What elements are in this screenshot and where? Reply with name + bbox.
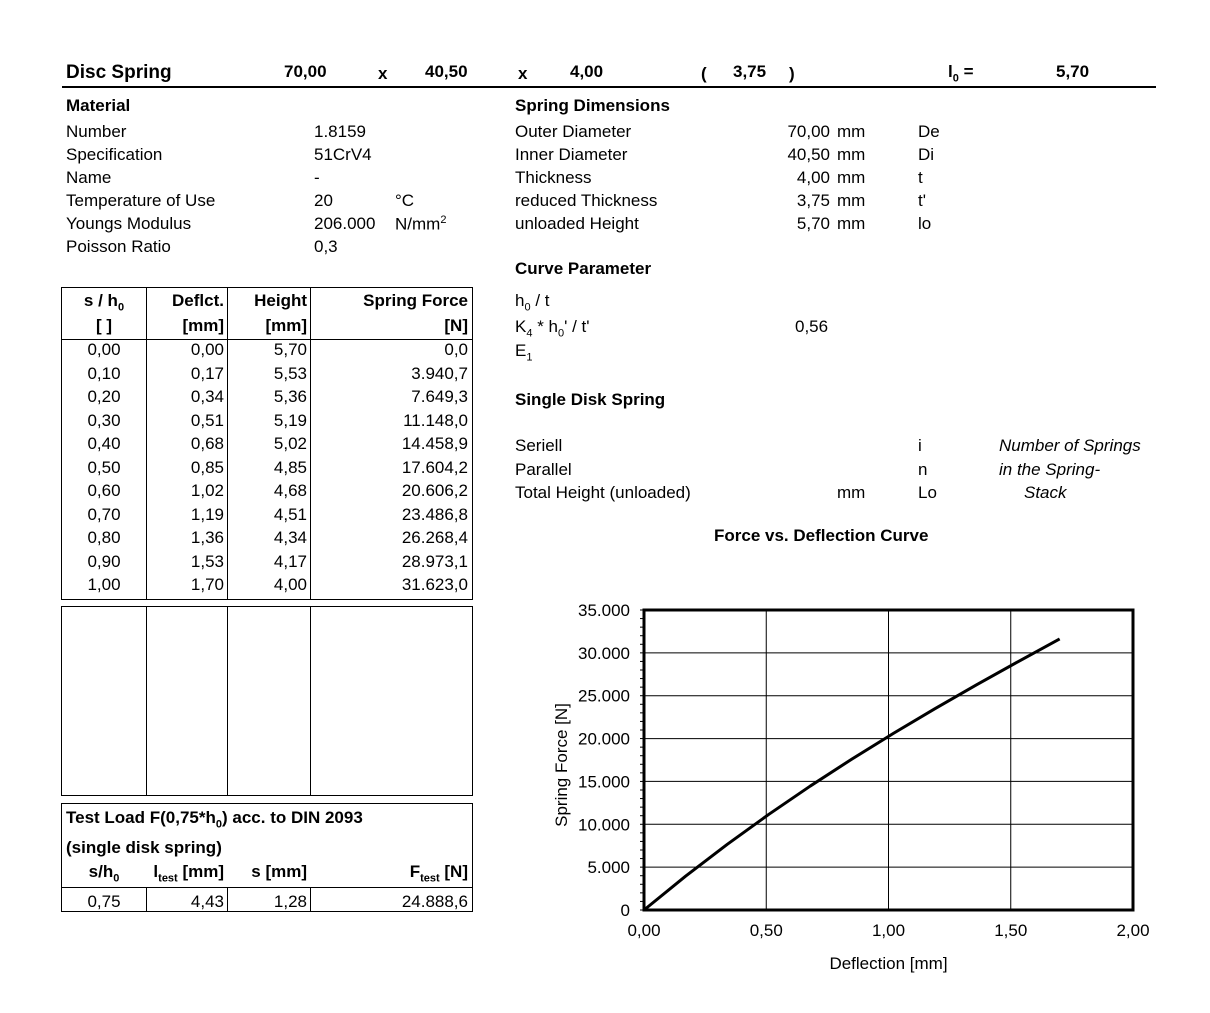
y-tick-label: 0 [620, 901, 630, 920]
dimension-value: 4,00 [796, 168, 830, 187]
test-load-col-s: s [mm] [251, 862, 307, 881]
dimension-value: 5,70 [796, 214, 830, 233]
single-disk-symbol: Lo [918, 483, 937, 502]
table-header-deflection: Deflct. [172, 291, 224, 310]
test-load-col-ltest: $l_{test}$ [mm] [153, 862, 224, 885]
table-cell: 0,20 [87, 387, 121, 406]
dimension-label: Inner Diameter [515, 145, 628, 164]
curve-parameter-heading: Curve Parameter [515, 259, 652, 278]
chart-title: Force vs. Deflection Curve [714, 526, 929, 545]
table-cell: 1,02 [190, 481, 224, 500]
table-cell: 0,51 [190, 410, 224, 430]
dimension-unit: mm [837, 214, 866, 233]
x-axis-label: Deflection [mm] [829, 954, 948, 973]
dimension-label: unloaded Height [515, 214, 639, 233]
table-cell: 1,70 [190, 575, 224, 594]
header-inner-diameter: 40,50 [425, 62, 468, 81]
table-cell: 4,51 [273, 504, 307, 524]
dimension-unit: mm [837, 191, 866, 210]
curve-param-k4: $K_4 * h_0'$ / t' [515, 317, 590, 340]
material-label: Specification [66, 145, 163, 164]
header-paren-open: ( [701, 64, 707, 83]
material-label: Youngs Modulus [66, 214, 192, 233]
table-cell: 1,19 [190, 504, 224, 524]
table-cell: 5,36 [273, 387, 307, 406]
dimension-unit: mm [837, 122, 866, 141]
material-unit: $N/mm^2$ [395, 214, 447, 234]
table-cell: 0,50 [87, 457, 121, 477]
header-reduced-thickness: 3,75 [733, 62, 767, 81]
dimension-label: reduced Thickness [515, 191, 658, 210]
table-unit: [N] [444, 316, 468, 335]
test-load-value: 1,28 [273, 892, 307, 911]
test-load-col-ftest: $F_{test}$ [N] [409, 862, 468, 885]
table-unit: [ ] [95, 316, 113, 335]
table-cell: 4,85 [273, 457, 307, 477]
table-cell: 0,17 [190, 363, 224, 383]
dimensions-heading: Spring Dimensions [515, 96, 670, 115]
table-header-s-h0: s / $h_0$ [83, 291, 125, 314]
header-x-sign-2: x [518, 64, 528, 83]
table-cell: 0,00 [190, 340, 224, 359]
table-cell: 0,70 [87, 504, 121, 524]
dimension-symbol: t [918, 168, 923, 187]
material-value: 0,3 [314, 237, 338, 256]
table-cell: 1,00 [87, 575, 121, 594]
header-lo-label: $l_0$ = [948, 62, 974, 85]
single-disk-note: Number of Springs [999, 436, 1141, 455]
test-load-value: 4,43 [190, 892, 224, 911]
table-cell: 5,02 [273, 434, 307, 453]
table-cell: 3.940,7 [411, 363, 468, 383]
table-cell: 17.604,2 [401, 457, 468, 477]
table-cell: 4,17 [273, 551, 307, 571]
test-load-title: Test Load $F(0,75*h_0)$ acc. to DIN 2093 [66, 808, 363, 831]
y-axis-label: Spring Force [N] [552, 703, 571, 827]
table-cell: 1,36 [190, 528, 224, 547]
table-cell: 26.268,4 [401, 528, 468, 547]
header-paren-close: ) [789, 64, 795, 83]
table-cell: 0,30 [87, 410, 121, 430]
dimension-symbol: t' [918, 191, 926, 210]
material-value: - [314, 168, 320, 187]
single-disk-heading: Single Disk Spring [515, 390, 666, 409]
material-value: 51CrV4 [314, 145, 372, 164]
y-tick-label: 25.000 [578, 686, 630, 706]
table-cell: 0,68 [190, 434, 224, 453]
dimension-value: 3,75 [796, 191, 830, 210]
table-cell: 5,70 [273, 340, 307, 359]
table-cell: 20.606,2 [401, 481, 468, 500]
single-disk-label: Parallel [515, 460, 572, 479]
table-unit: [mm] [265, 316, 307, 335]
material-value: 1.8159 [314, 122, 366, 141]
table-cell: 5,19 [273, 410, 307, 430]
table-cell: 0,0 [444, 340, 468, 359]
table-cell: 0,80 [87, 528, 121, 547]
dimension-symbol: De [918, 122, 940, 141]
material-heading: Material [66, 96, 131, 115]
test-load-subtitle: (single disk spring) [66, 838, 222, 857]
material-label: Temperature of Use [66, 191, 216, 210]
header-outer-diameter: 70,00 [284, 62, 327, 81]
header-x-sign: x [378, 64, 388, 83]
material-unit: °C [395, 191, 415, 210]
table-cell: 0,90 [87, 551, 121, 571]
single-disk-symbol: i [918, 436, 922, 455]
table-cell: 14.458,9 [401, 434, 468, 453]
table-cell: 0,34 [190, 387, 224, 406]
table-unit: [mm] [182, 316, 224, 335]
single-disk-note: in the Spring- [999, 460, 1101, 479]
x-tick-label: 0,50 [749, 921, 783, 940]
table-cell: 28.973,1 [401, 551, 468, 571]
y-tick-label: 20.000 [578, 729, 630, 749]
dimension-symbol: Di [918, 145, 935, 164]
table-cell: 4,68 [273, 481, 307, 500]
force-curve [644, 639, 1060, 910]
y-tick-label: 15.000 [578, 772, 630, 792]
dimension-value: 40,50 [787, 145, 830, 164]
single-disk-unit: mm [837, 483, 866, 502]
y-tick-label: 35.000 [578, 601, 630, 620]
header-thickness: 4,00 [570, 62, 604, 81]
table-cell: 0,60 [87, 481, 121, 500]
y-tick-label: 5.000 [587, 858, 630, 878]
x-tick-label: 0,00 [627, 921, 661, 940]
material-label: Number [66, 122, 127, 141]
single-disk-symbol: n [918, 460, 928, 479]
test-load-value: 24.888,6 [401, 892, 468, 911]
material-value: 206.000 [314, 214, 376, 233]
table-cell: 1,53 [190, 551, 224, 571]
dimension-unit: mm [837, 168, 866, 187]
dimension-symbol: lo [918, 214, 932, 233]
header-lo-value: 5,70 [1056, 62, 1090, 81]
table-cell: 11.148,0 [403, 410, 468, 430]
table-cell: 31.623,0 [401, 575, 468, 594]
table-header-spring-force: Spring Force [363, 291, 468, 310]
y-tick-label: 10.000 [578, 815, 630, 835]
material-value: 20 [314, 191, 333, 210]
curve-param-e1: $E_1$ [515, 341, 533, 364]
table-cell: 4,34 [273, 528, 307, 547]
dimension-value: 70,00 [787, 122, 830, 141]
table-cell: 0,40 [87, 434, 121, 453]
material-label: Name [66, 168, 112, 187]
single-disk-note: Stack [1024, 483, 1067, 502]
curve-param-k4-value: 0,56 [795, 317, 829, 336]
table-cell: 0,00 [87, 340, 121, 359]
curve-param-h0-t: $h_0$ / t [515, 291, 550, 314]
test-load-col-s-h0: $s/h_0$ [88, 862, 120, 885]
dimension-label: Thickness [515, 168, 592, 187]
x-tick-label: 1,50 [994, 921, 1028, 940]
table-cell: 0,85 [190, 457, 224, 477]
x-tick-label: 2,00 [1116, 921, 1150, 940]
x-tick-label: 1,00 [871, 921, 906, 940]
table-cell: 7.649,3 [411, 387, 468, 406]
y-tick-label: 30.000 [578, 643, 630, 663]
dimension-unit: mm [837, 145, 866, 164]
table-cell: 5,53 [273, 363, 307, 383]
header-title: Disc Spring [66, 62, 172, 83]
material-label: Poisson Ratio [66, 237, 171, 256]
single-disk-label: Total Height (unloaded) [515, 483, 691, 502]
dimension-label: Outer Diameter [515, 122, 632, 141]
single-disk-label: Seriell [515, 436, 563, 455]
table-cell: 0,10 [87, 363, 121, 383]
table-cell: 4,00 [273, 575, 307, 594]
test-load-value: 0,75 [87, 892, 121, 911]
table-cell: 23.486,8 [401, 504, 468, 524]
table-header-height: Height [254, 291, 307, 310]
